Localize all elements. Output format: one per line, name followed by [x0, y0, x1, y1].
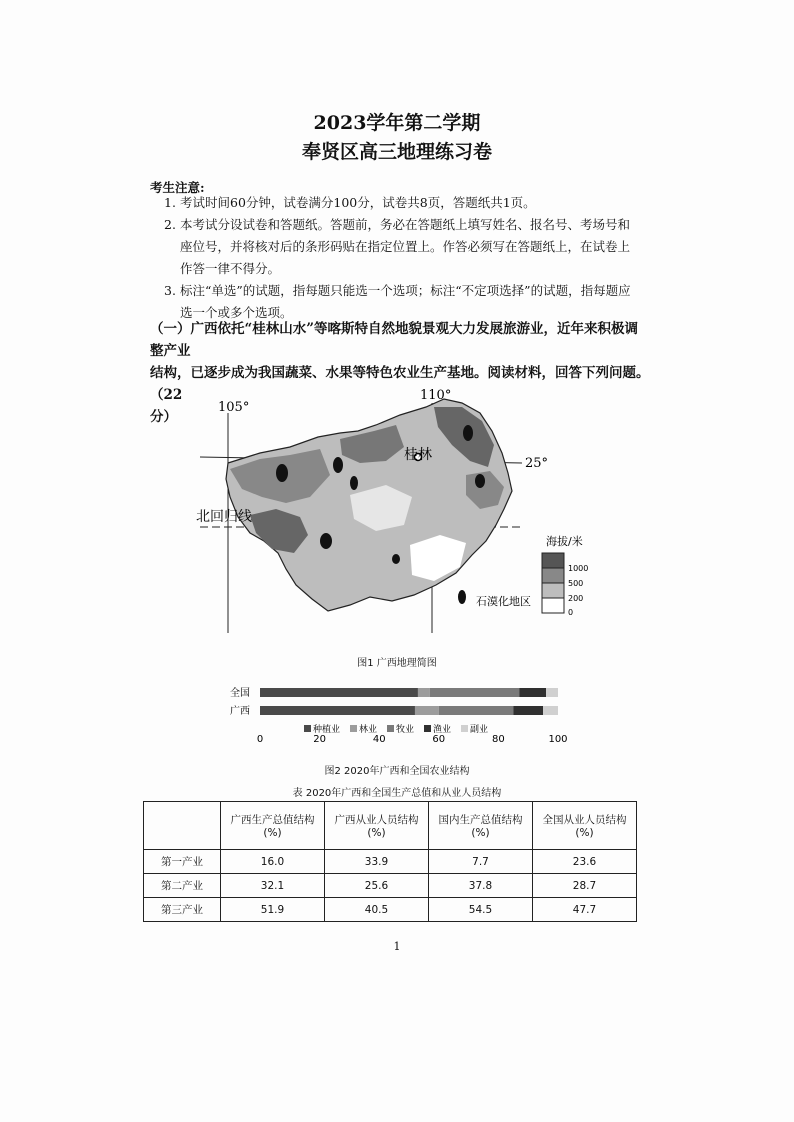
page-number: 1 — [393, 940, 401, 953]
karst-area — [333, 457, 343, 473]
x-tick-label: 20 — [313, 734, 326, 745]
bar-segment — [418, 688, 430, 697]
city-label: 桂林 — [404, 447, 432, 463]
legend-label: 副业 — [470, 725, 489, 735]
notice-line: 标注“单选”的试题，指每题只能选一个选项；标注“不定项选择”的试题，指每题应 — [180, 283, 631, 298]
notice-line: 选一个或多个选项。 — [180, 305, 293, 320]
lat-25-label: 25° — [525, 456, 549, 471]
header-line: 广西从业人员结构 — [334, 814, 419, 826]
row-label: 第三产业 — [144, 898, 221, 922]
table-corner — [144, 802, 221, 850]
legend-swatch — [350, 725, 357, 732]
tropic-label: 北回归线 — [196, 509, 252, 525]
category-label: 全国 — [230, 688, 250, 699]
legend-tick: 0 — [568, 608, 574, 617]
notice-line: 作答一律不得分。 — [180, 261, 281, 276]
lon-110-label: 110° — [420, 388, 452, 403]
lon-105-label: 105° — [218, 400, 250, 415]
table-cell: 54.5 — [429, 898, 533, 922]
legend-swatch — [387, 725, 394, 732]
x-tick-label: 0 — [256, 734, 264, 745]
bar-segment — [519, 688, 546, 697]
table-header — [221, 802, 325, 850]
bar-segment — [543, 706, 558, 715]
table-cell: 16.0 — [221, 850, 325, 874]
bar-segment — [430, 688, 519, 697]
question-line: 结构，已逐步成为我国蔬菜、水果等特色农业生产基地。阅读材料，回答下列问题。（22 — [150, 365, 650, 403]
table-cell: 40.5 — [325, 898, 429, 922]
karst-legend-label: 石漠化地区 — [476, 595, 531, 608]
legend-label: 渔业 — [433, 725, 452, 735]
guangxi-map — [190, 385, 590, 635]
bar-segment — [415, 706, 439, 715]
table-cell: 32.1 — [221, 874, 325, 898]
row-label: 第二产业 — [144, 874, 221, 898]
question-line: 分） — [150, 409, 177, 425]
table-header — [533, 802, 637, 850]
notice-line: 本考试分设试卷和答题纸。答题前，务必在答题纸上填写姓名、报名号、考场号和 — [180, 217, 631, 232]
header-unit: (%) — [575, 827, 594, 839]
bar-segment — [513, 706, 543, 715]
legend-swatch — [424, 725, 431, 732]
bar-segment — [260, 688, 418, 697]
bar-segment — [546, 688, 558, 697]
header-line: 国内生产总值结构 — [438, 814, 523, 826]
karst-area — [463, 425, 473, 441]
table-header — [429, 802, 533, 850]
table-cell: 23.6 — [533, 850, 637, 874]
notice-line: 座位号，并将核对后的条形码贴在指定位置上。作答必须写在答题纸上，在试卷上 — [180, 239, 631, 254]
legend-label: 牧业 — [396, 725, 415, 735]
header-unit: (%) — [367, 827, 386, 839]
legend-swatch — [304, 725, 311, 732]
header-line: 全国从业人员结构 — [542, 814, 627, 826]
table-cell: 37.8 — [429, 874, 533, 898]
karst-area — [392, 554, 400, 564]
karst-area — [320, 533, 332, 549]
legend-label: 种植业 — [313, 725, 341, 735]
exam-title: 2023学年第二学期 — [313, 112, 481, 134]
bar-segment — [439, 706, 514, 715]
table-cell: 33.9 — [325, 850, 429, 874]
legend-swatch-plain — [542, 598, 564, 613]
x-tick-label: 40 — [372, 734, 386, 745]
karst-area — [350, 476, 358, 490]
legend-label: 林业 — [359, 725, 378, 735]
table-row — [144, 898, 637, 922]
table-row — [144, 874, 637, 898]
karst-legend-icon — [458, 590, 466, 604]
x-tick-label: 80 — [492, 734, 505, 745]
header-unit: (%) — [263, 827, 282, 839]
notice-item-2 — [164, 214, 654, 280]
notice-item-1 — [164, 192, 654, 214]
table-cell: 51.9 — [221, 898, 325, 922]
notice-line: 考试时间60分钟，试卷满分100分，试卷共8页，答题纸共1页。 — [180, 195, 536, 210]
figure2-caption: 图2 2020年广西和全国农业结构 — [324, 766, 470, 777]
table-cell: 47.7 — [533, 898, 637, 922]
karst-area — [475, 474, 485, 488]
question-line: （一）广西依托“桂林山水”等喀斯特自然地貌景观大力发展旅游业，近年来积极调整产业 — [150, 321, 639, 359]
agriculture-chart — [220, 680, 580, 746]
figure1-caption: 图1 广西地理简图 — [357, 658, 437, 669]
gdp-employment-table — [143, 801, 637, 922]
category-label: 广西 — [230, 706, 250, 717]
table-cell: 7.7 — [429, 850, 533, 874]
table-cell: 25.6 — [325, 874, 429, 898]
table-header — [325, 802, 429, 850]
notice-num: 3. — [164, 283, 176, 298]
table-cell: 28.7 — [533, 874, 637, 898]
legend-swatch — [461, 725, 468, 732]
notice-num: 2. — [164, 217, 176, 232]
legend-swatch-high — [542, 553, 564, 568]
row-label: 第一产业 — [144, 850, 221, 874]
x-tick-label: 60 — [432, 734, 446, 745]
table-header-row — [144, 802, 637, 850]
legend-swatch-mid — [542, 568, 564, 583]
legend-tick: 1000 — [568, 564, 589, 573]
table-row — [144, 850, 637, 874]
header-line: 广西生产总值结构 — [230, 814, 315, 826]
legend-title: 海拔/米 — [546, 535, 583, 548]
karst-area — [276, 464, 288, 482]
legend-swatch-low — [542, 583, 564, 598]
legend-tick: 200 — [568, 594, 584, 603]
x-tick-label: 100 — [548, 734, 568, 745]
legend-tick: 500 — [568, 579, 584, 588]
exam-subtitle: 奉贤区高三地理练习卷 — [301, 141, 492, 163]
notice-num: 1. — [164, 195, 176, 210]
table-caption: 表 2020年广西和全国生产总值和从业人员结构 — [292, 788, 502, 799]
notice-heading: 考生注意: — [150, 180, 205, 195]
header-unit: (%) — [471, 827, 490, 839]
bar-segment — [260, 706, 415, 715]
